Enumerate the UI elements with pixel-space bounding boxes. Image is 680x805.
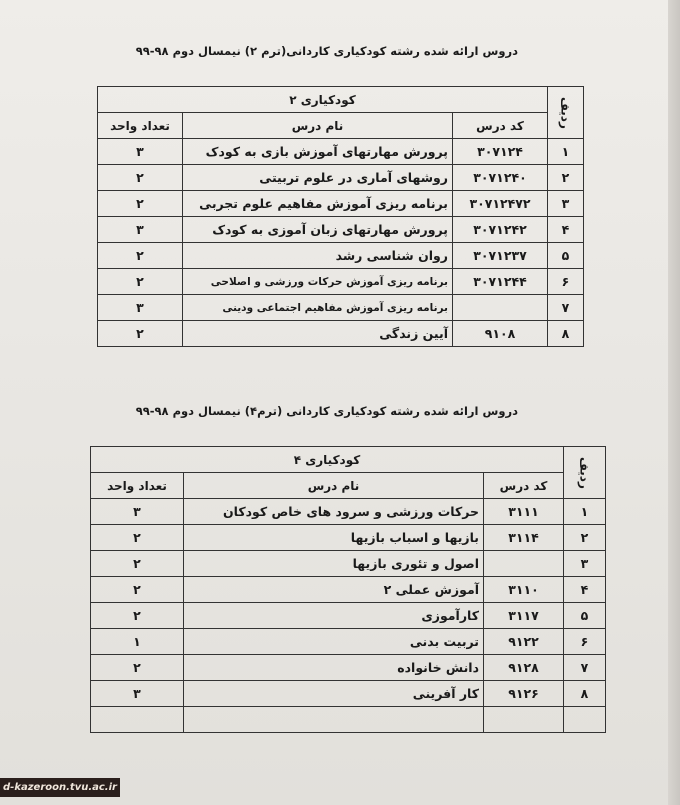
course-units: ۲ <box>91 655 184 681</box>
course-units: ۲ <box>98 321 183 347</box>
course-name: کار آفرینی <box>184 681 484 707</box>
empty-cell <box>564 707 606 733</box>
course-code: ۳۰۷۱۲۴۰ <box>453 165 548 191</box>
table-row <box>91 629 606 655</box>
row-number: ۴ <box>564 577 606 603</box>
empty-cell <box>484 707 564 733</box>
course-name: کارآموزی <box>184 603 484 629</box>
table-row <box>98 321 584 347</box>
course-name: برنامه ریزی آموزش حرکات ورزشی و اصلاحی <box>183 269 453 295</box>
course-code: ۳۰۷۱۲۴۴ <box>453 269 548 295</box>
table-header-row <box>91 473 606 499</box>
course-units: ۲ <box>91 525 184 551</box>
course-name: بازیها و اسباب بازیها <box>184 525 484 551</box>
table-row <box>98 243 584 269</box>
table-row <box>91 655 606 681</box>
row-number: ۴ <box>548 217 584 243</box>
row-number: ۱ <box>548 139 584 165</box>
course-code: ۳۱۱۱ <box>484 499 564 525</box>
site-watermark: d-kazeroon.tvu.ac.ir <box>0 778 120 797</box>
course-code <box>453 295 548 321</box>
course-code: ۹۱۰۸ <box>453 321 548 347</box>
empty-cell <box>184 707 484 733</box>
table-row <box>98 269 584 295</box>
course-code: ۳۰۷۱۲۴۲ <box>453 217 548 243</box>
course-units: ۱ <box>91 629 184 655</box>
course-units: ۲ <box>91 577 184 603</box>
course-code: ۹۱۲۲ <box>484 629 564 655</box>
course-units: ۲ <box>91 603 184 629</box>
course-units: ۲ <box>98 269 183 295</box>
course-code: ۳۱۱۷ <box>484 603 564 629</box>
table-row <box>98 295 584 321</box>
row-number: ۶ <box>564 629 606 655</box>
course-units: ۲ <box>98 243 183 269</box>
row-number: ۳ <box>564 551 606 577</box>
name-header: نام درس <box>183 113 453 139</box>
course-name: پرورش مهارتهای زبان آموزی به کودک <box>183 217 453 243</box>
table-header-row <box>98 87 584 113</box>
course-name: روان شناسی رشد <box>183 243 453 269</box>
course-table-2 <box>90 446 606 733</box>
course-code <box>484 551 564 577</box>
table-row <box>91 603 606 629</box>
row-number: ۷ <box>564 655 606 681</box>
code-header: کد درس <box>453 113 548 139</box>
name-header: نام درس <box>184 473 484 499</box>
course-units: ۲ <box>98 191 183 217</box>
table-row <box>91 551 606 577</box>
course-units: ۳ <box>91 681 184 707</box>
table-row <box>98 165 584 191</box>
course-table-1 <box>97 86 584 347</box>
table-row <box>91 499 606 525</box>
group-title: کودکیاری ۴ <box>91 447 564 473</box>
table-header-row <box>91 447 606 473</box>
course-name: برنامه ریزی آموزش مفاهیم علوم تجربی <box>183 191 453 217</box>
group-title: کودکیاری ۲ <box>98 87 548 113</box>
empty-row <box>91 707 606 733</box>
page-edge <box>668 0 680 805</box>
row-number: ۳ <box>548 191 584 217</box>
row-number: ۷ <box>548 295 584 321</box>
row-number: ۲ <box>548 165 584 191</box>
units-header: تعداد واحد <box>98 113 183 139</box>
course-name: تربیت بدنی <box>184 629 484 655</box>
row-number: ۶ <box>548 269 584 295</box>
table-row <box>98 139 584 165</box>
course-code: ۳۱۱۴ <box>484 525 564 551</box>
course-code: ۹۱۲۶ <box>484 681 564 707</box>
course-units: ۳ <box>98 295 183 321</box>
table-header-row <box>98 113 584 139</box>
course-name: روشهای آماری در علوم تربیتی <box>183 165 453 191</box>
table-row <box>91 525 606 551</box>
course-name: آیین زندگی <box>183 321 453 347</box>
table-row <box>98 191 584 217</box>
course-code: ۳۰۷۱۲۴ <box>453 139 548 165</box>
course-name: اصول و تئوری بازیها <box>184 551 484 577</box>
course-name: آموزش عملی ۲ <box>184 577 484 603</box>
course-name: دانش خانواده <box>184 655 484 681</box>
row-number: ۸ <box>548 321 584 347</box>
row-number: ۲ <box>564 525 606 551</box>
table-row <box>98 217 584 243</box>
row-number: ۵ <box>548 243 584 269</box>
course-name: پرورش مهارتهای آموزش بازی به کودک <box>183 139 453 165</box>
table-row <box>91 681 606 707</box>
row-number: ۸ <box>564 681 606 707</box>
course-code: ۳۰۷۱۲۳۷ <box>453 243 548 269</box>
course-code: ۳۰۷۱۲۴۷۲ <box>453 191 548 217</box>
empty-cell <box>91 707 184 733</box>
table1-title: دروس ارائه شده رشته کودکیاری کاردانی(ترم ۲) نیمسال دوم ۹۸-۹۹ <box>135 44 518 58</box>
course-units: ۲ <box>98 165 183 191</box>
course-code: ۹۱۲۸ <box>484 655 564 681</box>
row-number: ۱ <box>564 499 606 525</box>
table2-title: دروس ارائه شده رشته کودکیاری کاردانی (ترم۴) نیمسال دوم ۹۸-۹۹ <box>135 404 518 418</box>
course-name: حرکات ورزشی و سرود های خاص کودکان <box>184 499 484 525</box>
course-name: برنامه ریزی آموزش مفاهیم اجتماعی ودینی <box>183 295 453 321</box>
course-units: ۲ <box>91 551 184 577</box>
units-header: تعداد واحد <box>91 473 184 499</box>
course-units: ۳ <box>98 217 183 243</box>
radif-header: ردیف <box>564 447 606 499</box>
radif-header: ردیف <box>548 87 584 139</box>
row-number: ۵ <box>564 603 606 629</box>
course-units: ۳ <box>98 139 183 165</box>
course-units: ۳ <box>91 499 184 525</box>
table-row <box>91 577 606 603</box>
course-code: ۳۱۱۰ <box>484 577 564 603</box>
code-header: کد درس <box>484 473 564 499</box>
